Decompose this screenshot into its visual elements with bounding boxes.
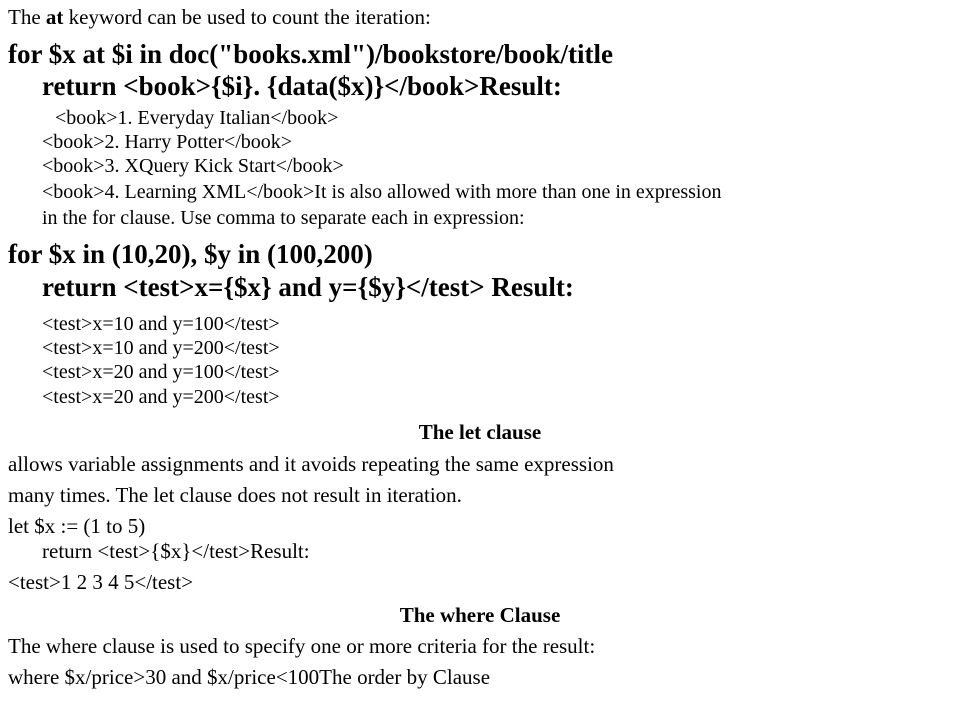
let-heading: The let clause xyxy=(418,420,542,444)
where-heading: The where Clause xyxy=(399,603,561,627)
where-code: where $x/price>30 and $x/price<100The order by Clause xyxy=(8,665,491,689)
result1-item-1: <book>1. Everyday Italian</book> xyxy=(55,107,339,129)
result1-item-5: in the for clause. Use comma to separate each in expression: xyxy=(42,207,525,229)
intro-text xyxy=(8,5,431,29)
intro-keyword: at xyxy=(45,5,64,29)
code1-line2: return <book>{$i}. {data($x)}</book>Result: xyxy=(42,71,562,101)
result2-item-4: <test>x=20 and y=200</test> xyxy=(42,386,280,408)
result1-item-2: <book>2. Harry Potter</book> xyxy=(42,131,293,153)
result2-item-2: <test>x=10 and y=200</test> xyxy=(42,337,280,359)
result1-item-4: <book>4. Learning XML</book>It is also allowed with more than one in expression xyxy=(42,181,722,203)
where-desc: The where clause is used to specify one or more criteria for the result: xyxy=(8,634,596,658)
let-code-1: let $x := (1 to 5) xyxy=(8,514,146,538)
code2-line2: return <test>x={$x} and y={$y}</test> Result: xyxy=(42,272,574,302)
code1-line1: for $x at $i in doc("books.xml")/bookstore/book/title xyxy=(8,39,614,69)
intro-post: keyword can be used to count the iteration: xyxy=(63,5,431,29)
let-desc-2: many times. The let clause does not result in iteration. xyxy=(8,483,462,507)
result2-item-3: <test>x=20 and y=100</test> xyxy=(42,361,280,383)
code2-line1: for $x in (10,20), $y in (100,200) xyxy=(8,239,373,269)
result2-item-1: <test>x=10 and y=100</test> xyxy=(42,313,280,335)
let-result: <test>1 2 3 4 5</test> xyxy=(8,570,194,594)
result1-item-3: <book>3. XQuery Kick Start</book> xyxy=(42,155,344,177)
let-code-2: return <test>{$x}</test>Result: xyxy=(42,539,310,563)
let-desc-1: allows variable assignments and it avoids repeating the same expression xyxy=(8,452,614,476)
intro-pre: The xyxy=(8,5,46,29)
